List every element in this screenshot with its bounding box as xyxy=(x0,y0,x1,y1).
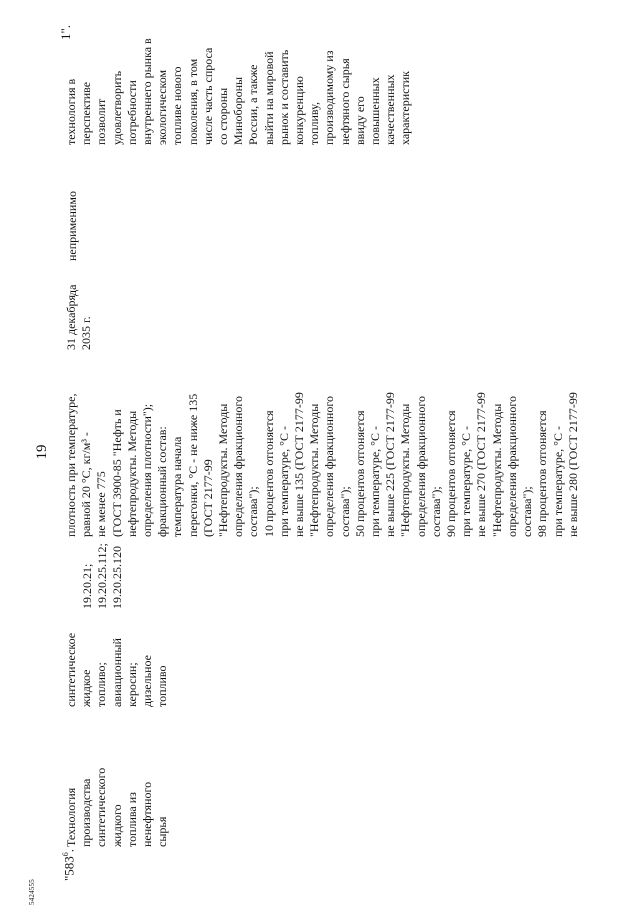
specification-cell xyxy=(64,392,581,537)
page-number: 19 xyxy=(34,444,50,460)
cell-line: состава"); xyxy=(520,486,535,537)
cell-line: определения фракционного xyxy=(413,396,428,537)
cell-line: не выше 270 (ГОСТ 2177-99 xyxy=(474,392,489,537)
cell-line: поколения, в том xyxy=(185,58,200,145)
cell-line: 90 процентов отгоняется xyxy=(444,410,459,537)
cell-line: керосин; xyxy=(124,662,139,707)
cell-line: характеристик xyxy=(398,71,413,145)
cell-line: состава"); xyxy=(337,486,352,537)
cell-line: состава"); xyxy=(428,486,443,537)
cell-line: синтетического xyxy=(94,767,109,847)
cell-line: позволит xyxy=(94,98,109,145)
cell-line: числе часть спроса xyxy=(200,47,215,145)
cell-line: нефтяного сырья xyxy=(337,58,352,145)
cell-line: синтетическое xyxy=(64,632,78,707)
cell-line: экологическом xyxy=(155,69,170,145)
cell-line: топливо xyxy=(155,665,170,707)
product-cell xyxy=(64,633,170,707)
flag-yes-cell: да xyxy=(65,284,79,296)
cell-line: Технология xyxy=(64,787,78,847)
cell-line: состава"); xyxy=(246,486,261,537)
cell-line: топлива из xyxy=(124,792,139,847)
cell-line: при температуре, °С - xyxy=(276,426,291,537)
cell-line: 31 декабря xyxy=(64,294,78,350)
okpd-codes-cell xyxy=(80,543,126,609)
cell-line: при температуре, °С - xyxy=(550,426,565,537)
document-id: 5424555 xyxy=(28,879,36,905)
cell-line: внутреннего рынка в xyxy=(140,38,155,145)
cell-line: качественных xyxy=(383,74,398,145)
cell-line: со стороны xyxy=(216,87,231,145)
cell-line: "Нефтепродукты. Методы xyxy=(398,403,413,537)
cell-line: при температуре, °С - xyxy=(368,426,383,537)
cell-line: удовлетворить xyxy=(109,70,124,145)
cell-line: нефтепродукты. Методы xyxy=(124,410,139,537)
cell-line: (ГОСТ 2177-99 xyxy=(200,459,215,537)
cell-line: равной 20 °С, кг/м³ - xyxy=(79,432,94,537)
cell-line: топливу, xyxy=(307,102,322,145)
cell-line: жидкого xyxy=(109,804,124,847)
cell-line: не выше 135 (ГОСТ 2177-99 xyxy=(292,392,307,537)
cell-line: не выше 225 (ГОСТ 2177-99 xyxy=(383,392,398,537)
cell-line: производимому из xyxy=(322,50,337,145)
cell-line: потребности xyxy=(124,80,139,145)
cell-line: жидкое xyxy=(79,669,94,707)
cell-line: 19.20.25.112; xyxy=(95,543,110,609)
cell-line: топливо; xyxy=(94,662,109,707)
cell-line: Минобороны xyxy=(231,76,246,145)
cell-line: 19.20.25.120 xyxy=(110,546,125,609)
deadline-cell xyxy=(64,295,94,350)
cell-line: при температуре, °С - xyxy=(459,426,474,537)
cell-line: (ГОСТ 3900-85 "Нефть и xyxy=(109,409,124,537)
technology-name-cell xyxy=(64,768,170,847)
cell-line: перспективе xyxy=(79,81,94,145)
row-number-tail: . xyxy=(61,848,77,853)
cell-line: определения фракционного xyxy=(504,396,519,537)
cell-line: 10 процентов отгоняется xyxy=(261,410,276,537)
cell-line: "Нефтепродукты. Методы xyxy=(307,403,322,537)
cell-line: определения фракционного xyxy=(322,396,337,537)
cell-line: 2035 г. xyxy=(79,316,94,350)
cell-line: 19.20.21; xyxy=(80,563,94,609)
cell-line: плотность при температуре, xyxy=(64,393,78,537)
cell-line: конкуренцию xyxy=(292,76,307,145)
cell-line: авиационный xyxy=(109,638,124,707)
row-number xyxy=(58,849,77,881)
cell-line: 98 процентов отгоняется xyxy=(535,410,550,537)
justification-cell xyxy=(64,38,414,145)
cell-line: перегонки, °С - не ниже 135 xyxy=(185,393,200,537)
cell-line: дизельное xyxy=(140,655,155,707)
cell-line: повышенных xyxy=(368,77,383,145)
cell-line: "Нефтепродукты. Методы xyxy=(489,403,504,537)
cell-line: 50 процентов отгоняется xyxy=(352,410,367,537)
cell-line: не менее 775 xyxy=(94,471,109,537)
cell-line: России, а также xyxy=(246,64,261,145)
cell-line: сырья xyxy=(155,816,170,847)
cell-line: рынок и составить xyxy=(276,49,291,145)
flag-not-applicable-cell: неприменимо xyxy=(65,191,79,261)
cell-line: выйти на мировой xyxy=(261,51,276,145)
cell-line: технология в xyxy=(64,78,78,145)
cell-line: не выше 280 (ГОСТ 2177-99 xyxy=(565,392,580,537)
cell-line: ненефтяного xyxy=(140,781,155,847)
cell-line: температура начала xyxy=(170,436,185,537)
cell-line: фракционный состав: xyxy=(155,426,170,537)
closing-mark: 1". xyxy=(58,24,73,40)
row-number-main: "583 xyxy=(61,856,77,881)
cell-line: топливе нового xyxy=(170,66,185,145)
cell-line: ввиду его xyxy=(352,96,367,145)
cell-line: определения фракционного xyxy=(231,396,246,537)
cell-line: определения плотности"); xyxy=(140,403,155,537)
row-number-superscript: 6 xyxy=(61,852,70,857)
cell-line: производства xyxy=(79,778,94,847)
cell-line: "Нефтепродукты. Методы xyxy=(216,403,231,537)
